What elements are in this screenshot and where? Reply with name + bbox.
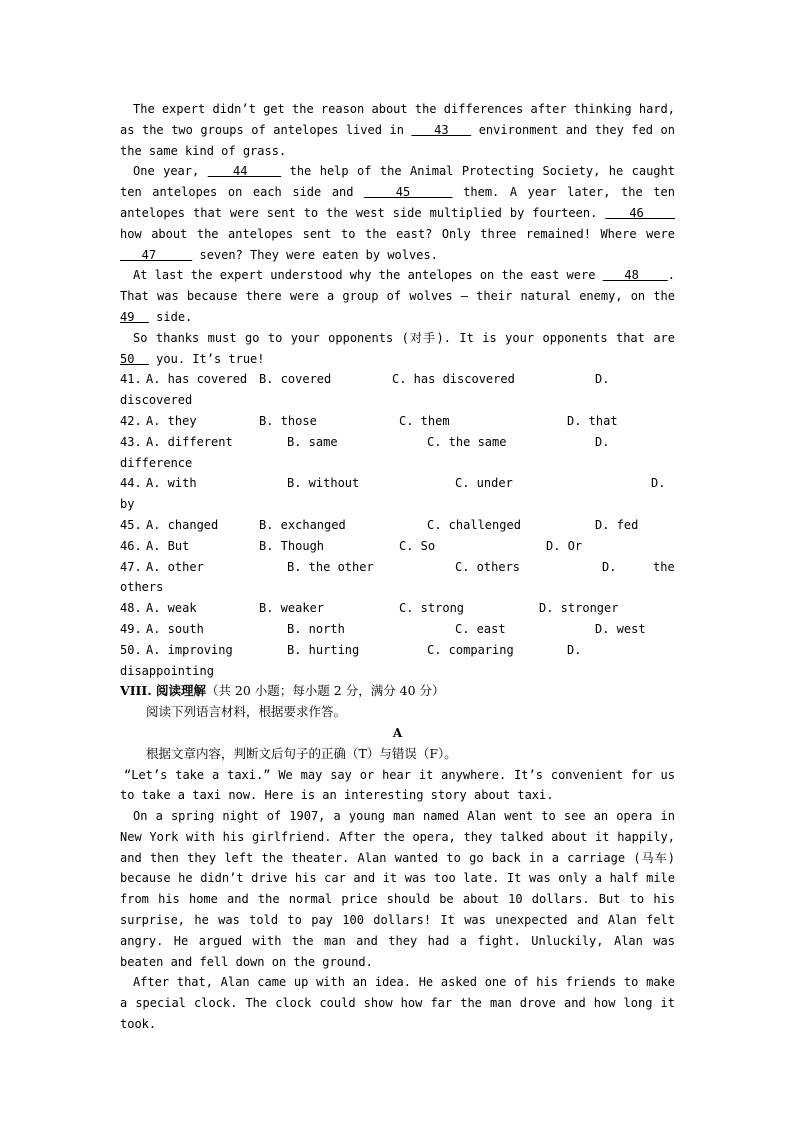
option-a: A. changed [146, 517, 219, 532]
option-c: C. comparing [427, 642, 514, 657]
option-row-48 [120, 598, 675, 619]
text: environment and they fed on the same kind of grass. [120, 122, 676, 158]
text: At last the expert understood why the antelopes on the east were [133, 268, 596, 283]
question-number: 49. [120, 621, 142, 636]
text: side. [156, 309, 193, 324]
option-row-44-cont [120, 494, 675, 515]
question-number: 43. [120, 434, 142, 449]
text: them. A year later, the ten antelopes that were sent to the west side multiplied by fourteen. [120, 185, 675, 220]
option-a: A. other [146, 559, 204, 574]
option-row-41-cont [120, 390, 675, 411]
option-c: C. challenged [427, 517, 521, 532]
section-heading [120, 681, 675, 702]
option-c: C. strong [399, 601, 465, 616]
option-a: A. with [146, 476, 197, 491]
option-d: D. that [567, 413, 618, 428]
blank-44: 44 [207, 164, 282, 179]
option-row-46 [120, 536, 675, 557]
option-d: D. [595, 434, 610, 449]
option-row-50-cont [120, 661, 675, 682]
paragraph-44-47 [120, 161, 675, 265]
question-number: 42. [120, 413, 142, 428]
text: The expert didn’t get the reason about the differences after thinking hard, as the two groups of antelopes lived in [120, 102, 675, 137]
paragraph-50 [120, 328, 675, 370]
option-d-text: disappointing [120, 663, 214, 678]
option-row-41 [120, 369, 675, 390]
text: how about the antelopes sent to the east? Only three remained! Where were [120, 226, 675, 241]
passage-a-paragraph-3: After that, Alan came up with an idea. He asked one of his friends to make a special clock. The clock could show how far the man drove and how long it took. [120, 975, 675, 1032]
option-c: C. the same [427, 434, 507, 449]
option-row-45 [120, 515, 675, 536]
option-c: C. has discovered [392, 372, 515, 387]
option-row-49 [120, 619, 675, 640]
option-d-text: others [120, 580, 164, 595]
option-d: D. [602, 559, 617, 574]
question-number: 44. [120, 476, 142, 491]
option-a: A. south [146, 621, 204, 636]
option-c: C. others [455, 559, 521, 574]
option-b: B. covered [259, 372, 332, 387]
option-row-43 [120, 432, 675, 453]
blank-45: 45 [364, 185, 453, 200]
text: you. It’s true! [156, 351, 265, 366]
option-c: C. east [455, 621, 506, 636]
section-title: VIII. 阅读理解 [120, 683, 206, 699]
blank-49: 49 [120, 309, 149, 324]
option-b: B. Though [259, 538, 325, 553]
section-title-detail: （共 20 小题；每小题 2 分，满分 40 分） [205, 683, 445, 699]
option-c: C. them [399, 413, 450, 428]
question-number: 48. [120, 601, 142, 616]
option-b: B. hurting [287, 642, 360, 657]
option-b: B. without [287, 476, 360, 491]
option-row-44 [120, 473, 675, 494]
option-row-47-cont [120, 577, 675, 598]
option-row-43-cont [120, 453, 675, 474]
text: One year, [133, 164, 200, 179]
text: . That was because there were a group of wolves — their natural enemy, on the [120, 268, 675, 304]
option-b: B. those [259, 413, 317, 428]
text: So thanks must go to your opponents (对手). It is your opponents that are [133, 330, 675, 345]
option-b: B. weaker [259, 601, 325, 616]
text: the help of the Animal Protecting Society, he caught ten antelopes on each side and [120, 164, 675, 200]
document-page [120, 99, 675, 1035]
task-instruction: 根据文章内容，判断文后句子的正确（T）与错误（F）。 [146, 745, 457, 761]
option-d-text: by [120, 497, 135, 512]
question-number: 50. [120, 642, 142, 657]
option-d: D. stronger [539, 601, 619, 616]
option-b: B. the other [287, 559, 374, 574]
option-c: C. So [399, 538, 436, 553]
option-d: D. [567, 642, 582, 657]
option-a: A. has covered [146, 372, 248, 387]
option-a: A. weak [146, 601, 197, 616]
option-b: B. north [287, 621, 345, 636]
passage-a-paragraph-2: On a spring night of 1907, a young man named Alan went to see an opera in New York with his girlfriend. After the opera, they talked about it happily, and then they left the theater. Alan wanted to go back in a carriage (马车) because he didn’t drive his car and it was too late. It was only a half mile from his home and the normal price should be about 10 dollars. But to his surprise, he was told to pay 100 dollars! It was unexpected and Alan felt angry. He argued with the man and they had a fight. Unluckily, Alan was beaten and fell down on the ground. [120, 809, 675, 969]
option-b: B. exchanged [259, 517, 346, 532]
option-row-47 [120, 557, 675, 578]
blank-50: 50 [120, 351, 149, 366]
question-number: 45. [120, 517, 142, 532]
option-d: D. [595, 372, 610, 387]
option-d-text: difference [120, 455, 193, 470]
paragraph-48-49 [120, 265, 675, 327]
option-row-42 [120, 411, 675, 432]
question-number: 46. [120, 538, 142, 553]
option-d: D. fed [595, 517, 639, 532]
option-d-text: discovered [120, 393, 193, 408]
question-number: 41. [120, 372, 142, 387]
blank-46: 46 [605, 205, 675, 220]
blank-47: 47 [120, 247, 193, 262]
text: seven? They were eaten by wolves. [199, 247, 438, 262]
option-c: C. under [455, 476, 513, 491]
question-number: 47. [120, 559, 142, 574]
option-d: D. west [595, 621, 646, 636]
option-d: D. [651, 476, 666, 491]
option-b: B. same [287, 434, 338, 449]
part-label: A [392, 725, 403, 740]
blank-43: 43 [411, 122, 472, 137]
option-d-text: the [653, 559, 675, 574]
option-row-50 [120, 640, 675, 661]
passage-a-paragraph-1: “Let’s take a taxi.” We may say or hear it anywhere. It’s convenient for us to take a taxi now. Here is an interesting story about taxi. [120, 767, 675, 803]
paragraph-43 [120, 99, 675, 161]
option-a: A. different [146, 434, 233, 449]
section-instruction: 阅读下列语言材料，根据要求作答。 [146, 704, 347, 720]
option-a: A. improving [146, 642, 233, 657]
option-a: A. they [146, 413, 197, 428]
option-a: A. But [146, 538, 190, 553]
blank-48: 48 [602, 268, 668, 283]
option-d: D. Or [546, 538, 583, 553]
